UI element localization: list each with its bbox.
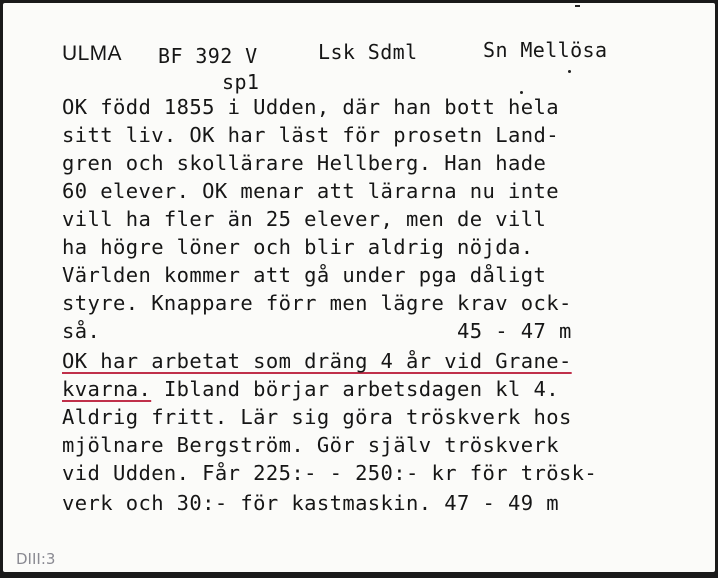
text-line: gren och skollärare Hellberg. Han hade [62,151,547,175]
text-line: mjölnare Bergström. Gör själv tröskverk [62,433,559,457]
pencil-note: DIII:3 [16,550,56,568]
entry-code: BF 392 V [158,44,258,68]
text-line: vill ha fler än 25 elever, men de vill [62,207,547,231]
text-line: styre. Knappare förr men lägre krav ock- [62,291,572,315]
text-line: 60 elever. OK menar att lärarna nu inte [62,179,559,203]
ink-mark [575,5,580,7]
text-line: OK född 1855 i Udden, där han bott hela [62,95,559,119]
text-line: vid Udden. Får 225:- - 250:- kr för trösk- [62,461,598,485]
district: Lsk Sdml [318,40,418,64]
text-line-rest: Ibland börjar arbetsdagen kl 4. [151,377,559,401]
archive-card [3,3,715,572]
underlined-word: kvarna. [62,377,152,401]
text-line: sitt liv. OK har läst för prosetn Land- [62,123,559,147]
text-line: ha högre löner och blir aldrig nöjda. [62,235,534,259]
text-line: verk och 30:- för kastmaskin. 47 - 49 m [62,491,559,515]
entry-word: ULMA [62,42,122,65]
text-line: Världen kommer att gå under pga dåligt [62,263,547,287]
parish: Sn Mellösa [483,38,608,62]
text-line [62,377,559,401]
text-line: så. 45 - 47 m [62,319,572,343]
text-line: Aldrig fritt. Lär sig göra tröskverk hos [62,405,572,429]
underlined-line: OK har arbetat som dräng 4 år vid Grane- [62,349,572,373]
ink-mark [520,91,523,94]
ink-mark [568,70,571,73]
entry-sub: sp1 [222,70,260,94]
